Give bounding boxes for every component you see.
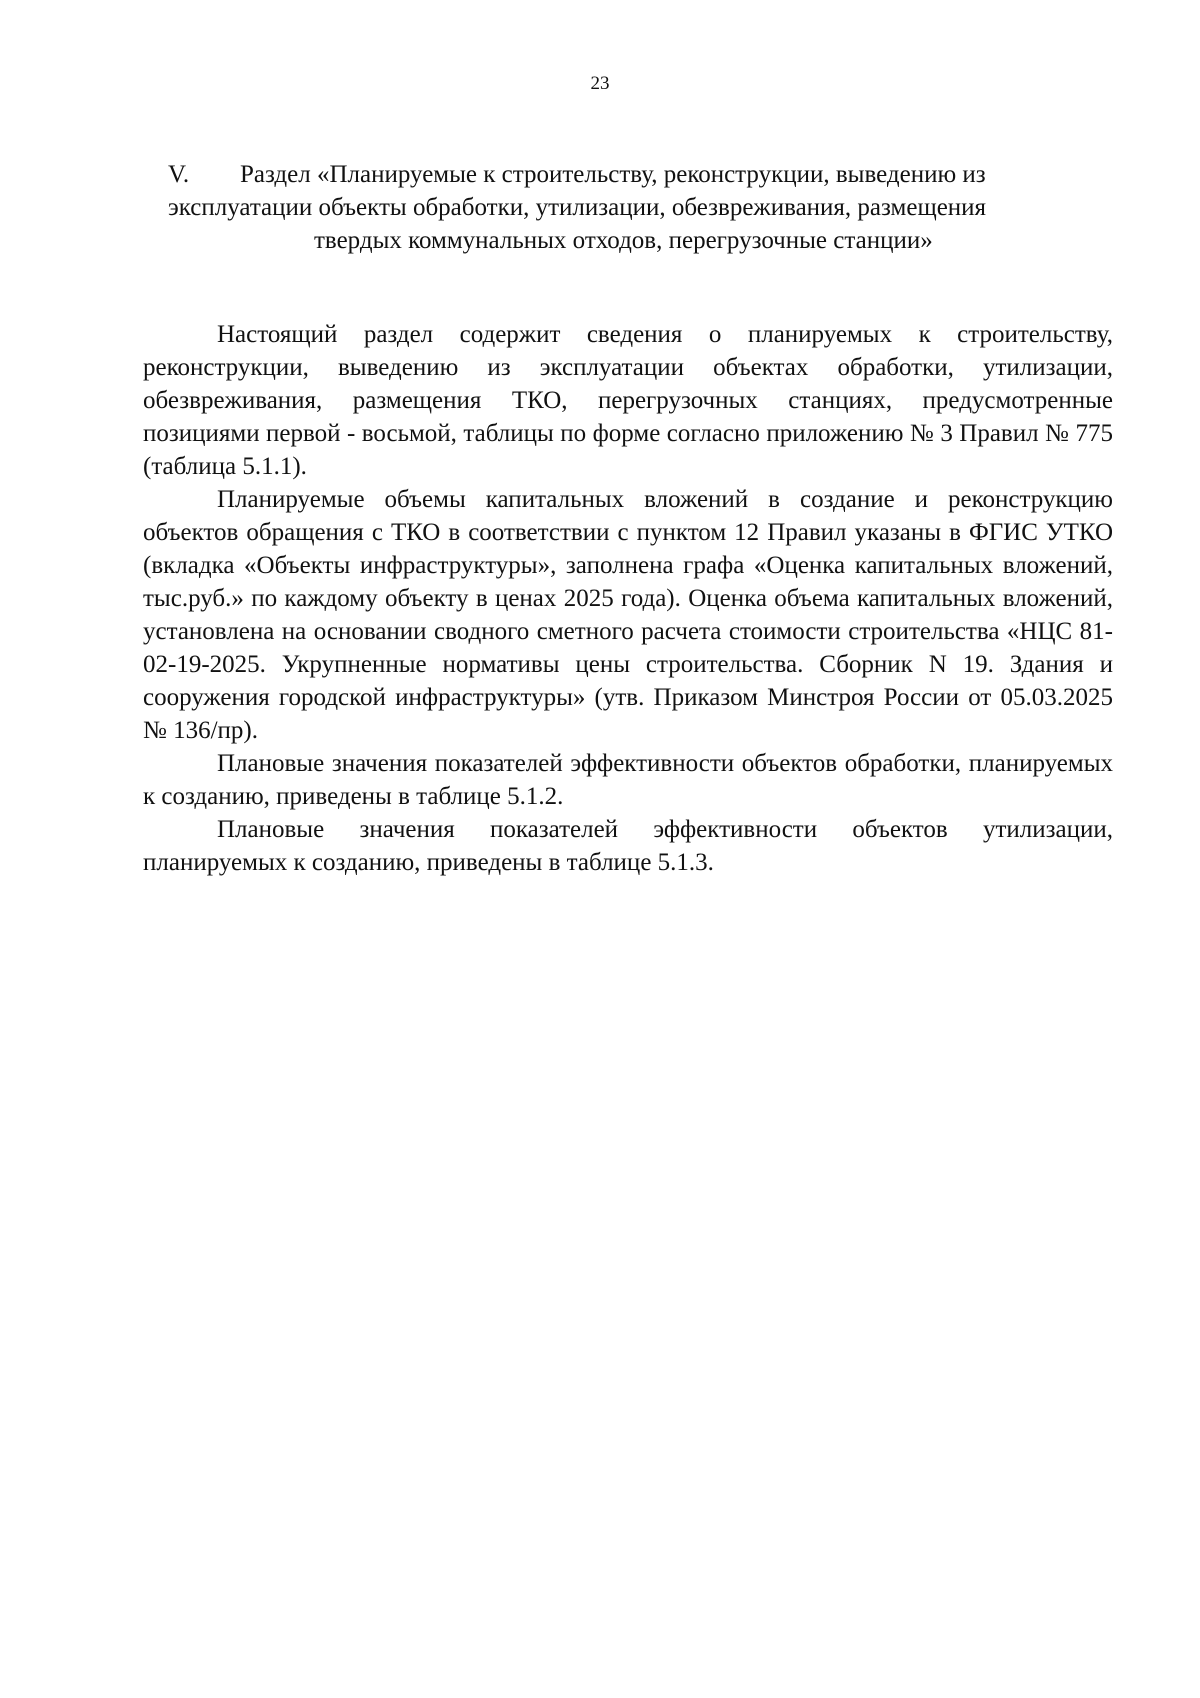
section-numeral: V.	[168, 161, 190, 188]
section-heading-line-2: эксплуатации объекты обработки, утилизации, обезвреживания, размещения	[168, 194, 987, 221]
section-heading-line-3: твердых коммунальных отходов, перегрузочные станции»	[314, 227, 933, 254]
section-heading	[168, 158, 1098, 257]
section-title-part-1: Раздел «Планируемые к строительству, реконструкции, выведению из	[240, 161, 986, 188]
body-text	[143, 318, 1113, 879]
paragraph-processing-indicators: Плановые значения показателей эффективности объектов обработки, планируемых к созданию, приведены в таблице 5.1.2.	[143, 750, 1113, 810]
section-heading-line-1	[168, 158, 1098, 191]
paragraph-capital-investments: Планируемые объемы капитальных вложений в создание и реконструкцию объектов обращения с ТКО в соответствии с пунктом 12 Правил указаны в ФГИС УТКО (вкладка «Объекты инфраструктуры», заполнена графа «Оценка капитальных вложений, тыс.руб.» по каждому объекту в ценах 2025 года). Оценка объема капитальных вложений, установлена на основании сводного сметного расчета стоимости строительства «НЦС 81-02-19-2025. Укрупненные нормативы цены строительства. Сборник N 19. Здания и сооружения городской инфраструктуры» (утв. Приказом Минстроя России от 05.03.2025 № 136/пр).	[143, 486, 1113, 744]
paragraph-section-contents: Настоящий раздел содержит сведения о планируемых к строительству, реконструкции, выведению из эксплуатации объектах обработки, утилизации, обезвреживания, размещения ТКО, перегрузочных станциях, предусмотренные позициями первой - восьмой, таблицы по форме согласно приложению № 3 Правил № 775 (таблица 5.1.1).	[143, 321, 1113, 480]
paragraph-utilization-indicators: Плановые значения показателей эффективности объектов утилизации, планируемых к созданию, приведены в таблице 5.1.3.	[143, 816, 1113, 876]
page-number: 23	[590, 73, 610, 94]
